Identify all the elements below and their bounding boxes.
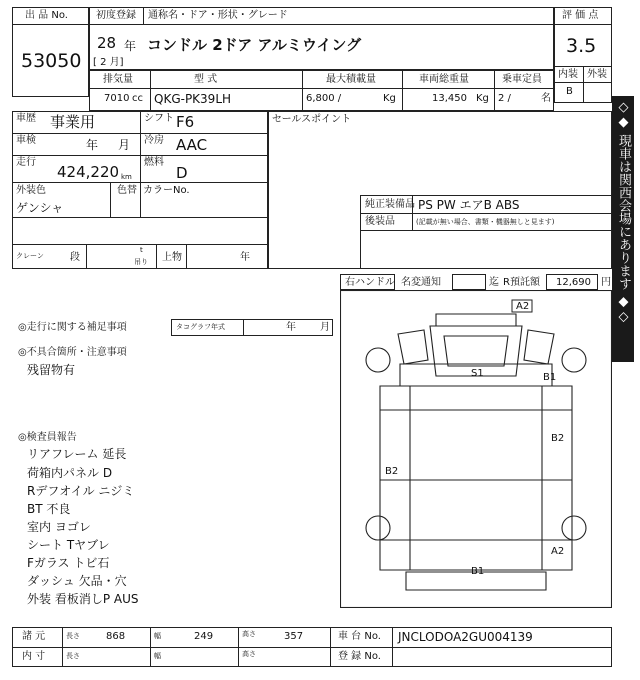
mark-a2-bottom: A2 xyxy=(551,546,565,557)
wheel-rr xyxy=(562,516,586,540)
ac-label: 冷房 xyxy=(144,135,164,146)
mileage-value: 424,220 xyxy=(57,163,120,181)
mark-a2-top: A2 xyxy=(516,301,530,312)
in-height-label: 高さ xyxy=(242,650,256,658)
inspector-item: リアフレーム 延長 xyxy=(27,447,127,461)
crane-label: クレーン xyxy=(16,252,44,260)
sales-label: セールスポイント xyxy=(272,114,352,125)
inner-label: 内 寸 xyxy=(22,651,46,662)
width-label: 幅 xyxy=(154,632,161,640)
recycle-label: R預託額 xyxy=(503,277,540,288)
wheel-fl xyxy=(366,348,390,372)
mirror-bar xyxy=(436,314,516,326)
inspector-item: BT 不良 xyxy=(27,502,71,516)
passengers-unit: 名 xyxy=(541,93,551,104)
yen-unit: 円 xyxy=(601,277,611,288)
exterior-label: 外装 xyxy=(587,69,607,80)
in-length-label: 長さ xyxy=(66,652,80,660)
height-value: 357 xyxy=(284,631,304,642)
tacho-year: 年 xyxy=(286,322,296,333)
defect-item: 残留物有 xyxy=(27,363,76,377)
reg-year: 28 xyxy=(97,34,117,52)
length-value: 868 xyxy=(106,631,126,642)
tacho-month: 月 xyxy=(320,322,330,333)
left-door xyxy=(398,330,428,364)
body-inner xyxy=(410,386,542,570)
inspection-month: 月 xyxy=(118,138,131,152)
side-note: ◇◆ 現車は関西会場にあります ◆◇ xyxy=(616,100,631,325)
reg-month: [ 2 月] xyxy=(93,57,124,68)
body-outline xyxy=(380,386,572,570)
capacity-unit: Kg xyxy=(383,93,396,104)
mark-s1: S1 xyxy=(471,368,484,379)
displacement-label: 排気量 xyxy=(103,74,133,85)
until-label: 迄 xyxy=(489,277,499,288)
inspector-item: 室内 ヨゴレ xyxy=(27,520,91,534)
drive-title: ◎走行に関する補足事項 xyxy=(18,322,127,333)
inspection-year: 年 xyxy=(86,138,99,152)
passengers-value: 2 / xyxy=(498,93,511,104)
color-no-label: カラーNo. xyxy=(143,185,190,196)
chassis-value: JNCLODOA2GU004139 xyxy=(398,630,533,644)
inspector-title: ◎検査員報告 xyxy=(18,432,77,443)
inspector-item: シート Tヤブレ xyxy=(27,538,110,552)
diagram-frame xyxy=(341,291,612,608)
aftermarket-label: 後装品 xyxy=(365,216,395,227)
notice-box xyxy=(452,274,486,290)
interior-label: 内装 xyxy=(558,69,578,80)
inspector-item: Rデフオイル ニジミ xyxy=(27,484,135,498)
sales-box xyxy=(268,111,612,269)
equipment-value: PS PW エアB ABS xyxy=(418,198,520,212)
in-width-label: 幅 xyxy=(154,652,161,660)
right-handle: 右ハンドル xyxy=(345,277,395,288)
history-label: 車歴 xyxy=(16,113,36,124)
lot-label: 出 品 No. xyxy=(25,10,68,21)
vehicle-name: コンドル 2ドア アルミウイング xyxy=(147,36,362,54)
equipment-label: 純正装備品 xyxy=(365,199,415,210)
mileage-unit: km xyxy=(121,173,132,181)
wheel-fr xyxy=(562,348,586,372)
mark-b2-left: B2 xyxy=(385,466,399,477)
crane-dan: 段 xyxy=(70,252,80,263)
inspector-item: 荷箱内パネル D xyxy=(27,466,113,480)
inspector-item: Fガラス トビ石 xyxy=(27,556,110,570)
name-label: 通称名・ドア・形状・グレード xyxy=(148,10,288,21)
fuel-label: 燃料 xyxy=(144,157,164,168)
body-panels xyxy=(380,410,572,540)
weight-label: 車両総重量 xyxy=(419,74,469,85)
width-value: 249 xyxy=(194,631,214,642)
mark-b1-right: B1 xyxy=(543,372,557,383)
inspection-label: 車検 xyxy=(16,135,36,146)
right-door xyxy=(524,330,554,364)
reg-label: 登 録 No. xyxy=(338,651,381,662)
height-label: 高さ xyxy=(242,630,256,638)
model-label: 型 式 xyxy=(194,74,218,85)
color-label: 外装色 xyxy=(16,185,46,196)
lift-label: 上物 xyxy=(162,252,182,263)
tacho-label: タコグラフ年式 xyxy=(176,323,225,331)
capacity-value: 6,800 / xyxy=(306,93,342,104)
shift-value: F6 xyxy=(176,113,195,131)
multi-notice: 名変通知 xyxy=(401,277,441,288)
interior-grade: B xyxy=(566,86,573,97)
score-label: 評 価 点 xyxy=(562,10,599,21)
crane-hang: 吊り xyxy=(134,258,148,266)
first-reg-label: 初度登録 xyxy=(96,10,136,21)
weight-unit: Kg xyxy=(476,93,489,104)
color-value: ゲンシャ xyxy=(16,201,64,215)
truck-diagram xyxy=(340,290,612,608)
fuel-value: D xyxy=(176,164,188,182)
shift-label: シフト xyxy=(144,113,174,124)
mileage-label: 走行 xyxy=(16,157,36,168)
passengers-label: 乗車定員 xyxy=(502,74,542,85)
lot-number: 53050 xyxy=(21,50,82,72)
history-value: 事業用 xyxy=(50,113,96,131)
aftermarket-note: (記載が無い場合、書類・機器無しと見ます) xyxy=(416,218,555,226)
crane-t: t xyxy=(140,246,143,254)
displacement-value: 7010 xyxy=(104,93,130,104)
ac-value: AAC xyxy=(176,136,208,154)
recycle-value: 12,690 xyxy=(556,277,591,288)
inspector-item: ダッシュ 欠品・穴 xyxy=(27,574,127,588)
reg-year-unit: 年 xyxy=(124,39,137,53)
capacity-label: 最大積載量 xyxy=(326,74,376,85)
model-value: QKG-PK39LH xyxy=(154,92,232,106)
length-label: 長さ xyxy=(66,632,80,640)
windshield xyxy=(444,336,508,366)
dims-label: 諸 元 xyxy=(22,631,46,642)
inspector-item: 外装 看板消しP AUS xyxy=(27,592,139,606)
mark-b2-right: B2 xyxy=(551,433,565,444)
cc-unit: cc xyxy=(132,93,143,104)
color-code-label: 色替 xyxy=(117,185,137,196)
wheel-rl xyxy=(366,516,390,540)
weight-value: 13,450 xyxy=(432,93,467,104)
score-value: 3.5 xyxy=(566,35,597,57)
chassis-label: 車 台 No. xyxy=(338,631,381,642)
defect-title: ◎不具合箇所・注意事項 xyxy=(18,347,127,358)
mark-b1-bottom: B1 xyxy=(471,566,485,577)
lift-year: 年 xyxy=(240,252,250,263)
